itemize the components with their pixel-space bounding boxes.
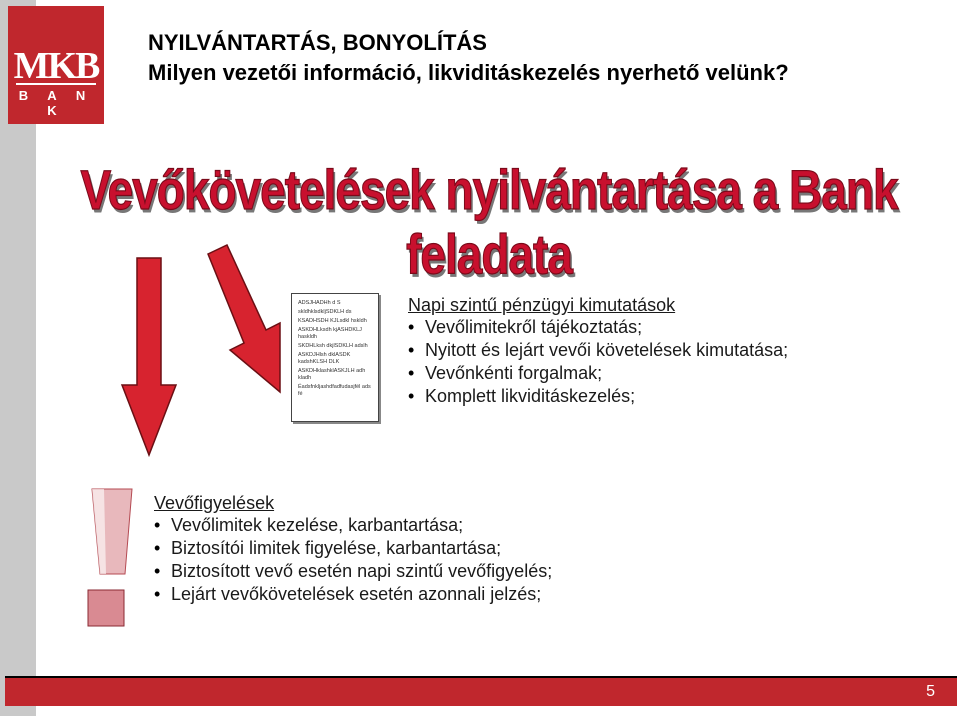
list-item: • Vevőnkénti forgalmak;: [408, 362, 788, 385]
mini-document: [291, 293, 379, 422]
customer-monitoring-block: [154, 493, 552, 606]
mini-doc-line: KSADHSDH KJLsdkl hskldh: [298, 318, 367, 324]
daily-reports-title: Napi szintű pénzügyi kimutatások: [408, 295, 676, 315]
footer-bar: [5, 676, 957, 706]
down-arrow-icon: [122, 258, 176, 455]
list-item: • Komplett likviditáskezelés;: [408, 385, 788, 408]
logo-sub: B A N K: [16, 83, 96, 118]
page-title: NYILVÁNTARTÁS, BONYOLÍTÁS: [148, 30, 487, 55]
headline-banner: Vevőkövetelések nyilvántartása a Bank feladata: [80, 158, 898, 286]
mini-doc-line: Éadsfnkljashdfadfudasjfél ads fé: [298, 384, 371, 397]
customer-monitoring-title: Vevőfigyelések: [154, 493, 275, 513]
list-item: • Lejárt vevőkövetelések esetén azonnali jelzés;: [154, 583, 552, 606]
list-item: • Vevőlimitekről tájékoztatás;: [408, 316, 788, 339]
exclamation-icon: [88, 489, 132, 626]
list-item: • Biztosítói limitek figyelése, karbantartása;: [154, 537, 552, 560]
daily-reports-block: [408, 295, 788, 408]
page-subtitle: Milyen vezetői információ, likviditáskezelés nyerhető velünk?: [148, 60, 789, 85]
mini-doc-line: ASKDHklashklASKJLH adh kladh: [298, 368, 366, 381]
mini-doc-line: skldhklsdkljSDKLH ds: [298, 309, 352, 315]
diagonal-arrow-icon: [208, 245, 280, 392]
list-item: • Vevőlimitek kezelése, karbantartása;: [154, 514, 552, 537]
customer-monitoring-list: [154, 514, 552, 606]
list-item: • Biztosított vevő esetén napi szintű vevőfigyelés;: [154, 560, 552, 583]
mini-doc-line: ADSJHADHh d S: [298, 300, 341, 306]
mini-doc-line: SKDHLksh dkjlSDKLH adslh: [298, 343, 368, 349]
mini-doc-line: ASKDHLksdh kjASHDKLJ haskldh: [298, 327, 362, 340]
list-item: • Nyitott és lejárt vevői követelések kimutatása;: [408, 339, 788, 362]
mini-doc-line: ASKDJHlsh dklASDK kadshKLSH DLK: [298, 352, 351, 365]
page-number: 5: [926, 683, 935, 700]
daily-reports-list: [408, 316, 788, 408]
logo-brand: MKB: [13, 45, 99, 87]
